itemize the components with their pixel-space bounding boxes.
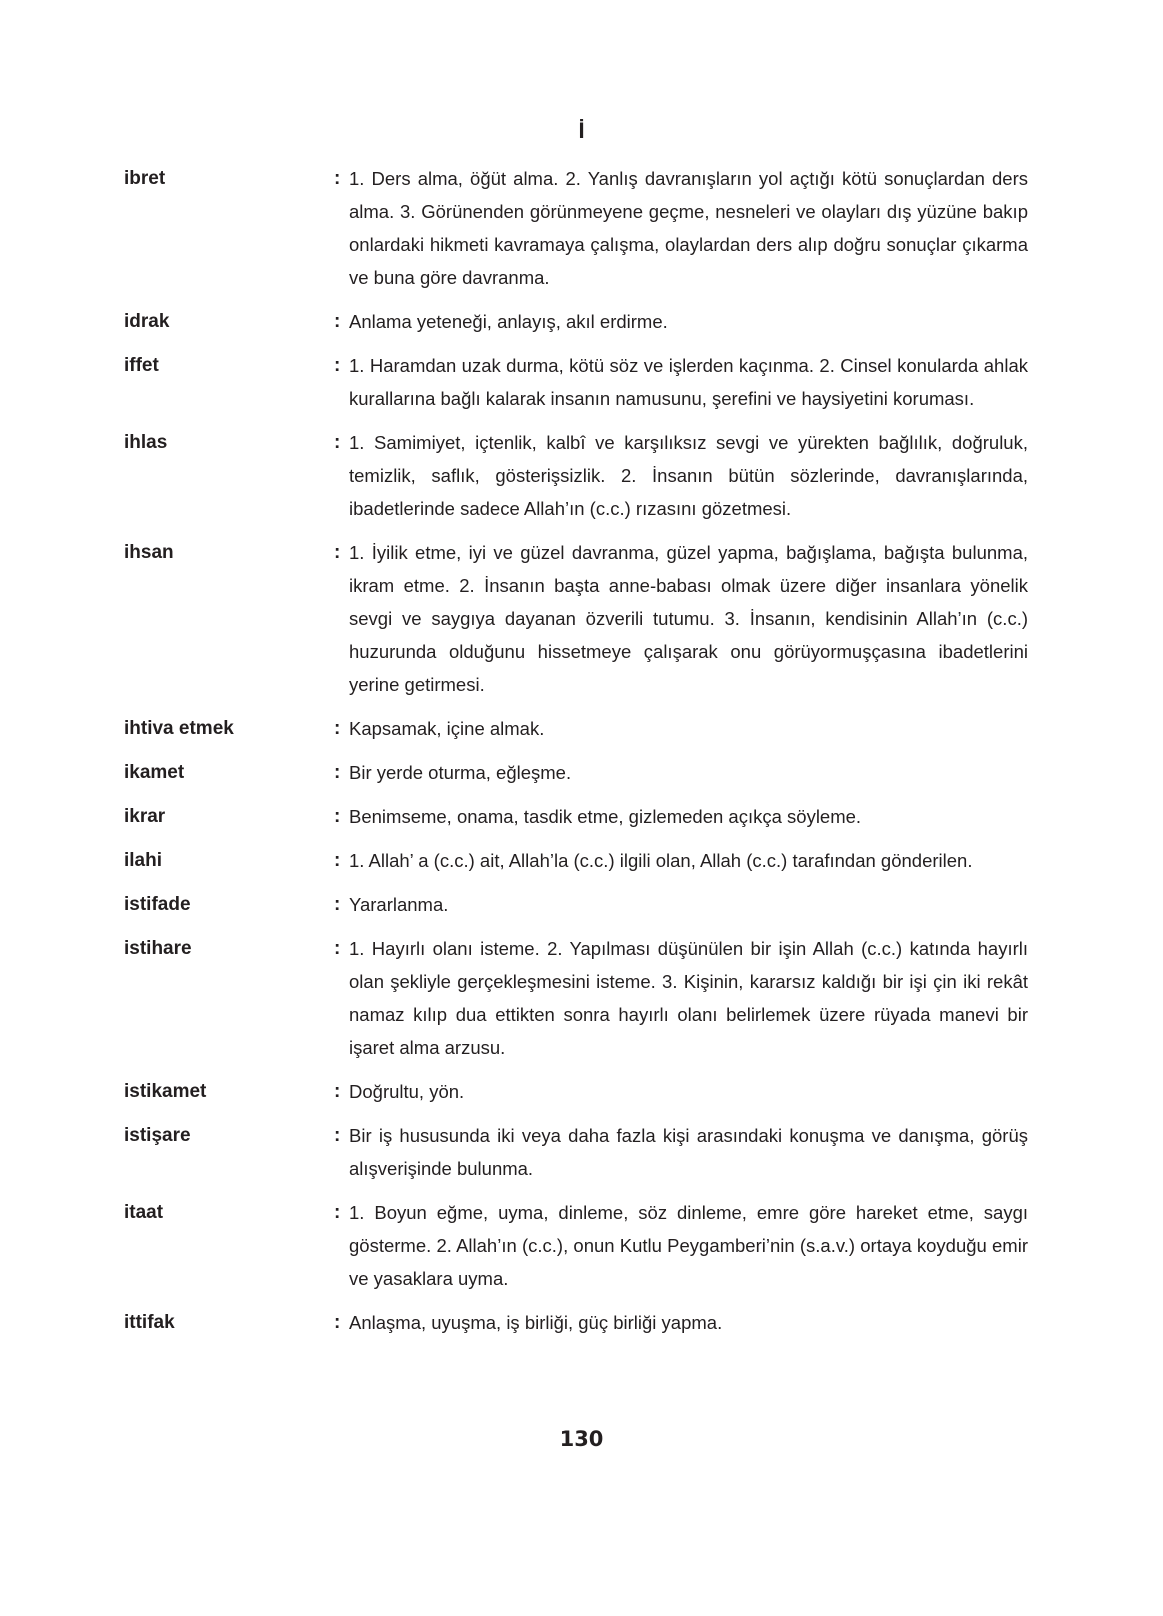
term-separator: : xyxy=(334,806,341,827)
term-separator: : xyxy=(334,311,341,332)
glossary-definition: Doğrultu, yön. xyxy=(349,1081,465,1102)
glossary-term: iffet xyxy=(124,355,159,376)
glossary-term: ilahi xyxy=(124,850,163,871)
glossary-definition: 1. Samimiyet, içtenlik, kalbî ve karşılıksız sevgi ve yürekten bağlılık, doğruluk, temizlik, saflık, gösterişsizlik. 2. İnsanın bütün sözlerinde, davranışlarında, ibadetlerinde sadece Allah’ın (c.c.) rızasını gözetmesi. xyxy=(349,432,1028,519)
section-letter-heading: İ xyxy=(578,118,585,143)
term-separator: : xyxy=(334,1081,341,1102)
glossary-list xyxy=(124,162,1028,1350)
glossary-entry xyxy=(124,1119,1028,1185)
glossary-term: ikrar xyxy=(124,806,166,827)
glossary-definition: 1. Ders alma, öğüt alma. 2. Yanlış davranışların yol açtığı kötü sonuçlardan ders alma. 3. Görünenden görünmeyene geçme, nesneleri ve olayları dış yüzüne bakıp onlardaki hikmeti kavramaya çalışma, olaylardan ders alıp doğru sonuçlar çıkarma ve buna göre davranma. xyxy=(349,168,1028,288)
glossary-term: ihtiva etmek xyxy=(124,718,234,739)
glossary-term: ihsan xyxy=(124,542,174,563)
glossary-entry xyxy=(124,536,1028,701)
glossary-definition: Bir yerde oturma, eğleşme. xyxy=(349,762,572,783)
glossary-entry xyxy=(124,844,1028,877)
glossary-definition: Kapsamak, içine almak. xyxy=(349,718,545,739)
glossary-entry xyxy=(124,888,1028,921)
term-separator: : xyxy=(334,1125,341,1146)
glossary-term: ittifak xyxy=(124,1312,175,1333)
glossary-term: itaat xyxy=(124,1202,164,1223)
glossary-term: idrak xyxy=(124,311,170,332)
glossary-definition: Anlaşma, uyuşma, iş birliği, güç birliği yapma. xyxy=(349,1312,723,1333)
glossary-term: istikamet xyxy=(124,1081,207,1102)
glossary-entry xyxy=(124,932,1028,1064)
glossary-entry xyxy=(124,162,1028,294)
term-separator: : xyxy=(334,355,341,376)
glossary-entry xyxy=(124,1196,1028,1295)
term-separator: : xyxy=(334,718,341,739)
term-separator: : xyxy=(334,542,341,563)
glossary-term: ikamet xyxy=(124,762,185,783)
glossary-term: istihare xyxy=(124,938,192,959)
glossary-entry xyxy=(124,426,1028,525)
term-separator: : xyxy=(334,1202,341,1223)
glossary-definition: Yararlanma. xyxy=(349,894,449,915)
glossary-definition: 1. Haramdan uzak durma, kötü söz ve işlerden kaçınma. 2. Cinsel konularda ahlak kurallarına bağlı kalarak insanın namusunu, şerefini ve haysiyetini koruması. xyxy=(349,355,1028,409)
term-separator: : xyxy=(334,894,341,915)
glossary-definition: Benimseme, onama, tasdik etme, gizlemeden açıkça söyleme. xyxy=(349,806,862,827)
glossary-entry xyxy=(124,305,1028,338)
term-separator: : xyxy=(334,1312,341,1333)
glossary-term: ibret xyxy=(124,168,166,189)
glossary-definition: 1. Allah’ a (c.c.) ait, Allah’la (c.c.) ilgili olan, Allah (c.c.) tarafından gönderilen. xyxy=(349,850,973,871)
term-separator: : xyxy=(334,938,341,959)
glossary-definition: Bir iş hususunda iki veya daha fazla kişi arasındaki konuşma ve danışma, görüş alışverişinde bulunma. xyxy=(349,1125,1028,1179)
term-separator: : xyxy=(334,168,341,189)
glossary-definition: 1. Hayırlı olanı isteme. 2. Yapılması düşünülen bir işin Allah (c.c.) katında hayırlı olan şekliyle gerçekleşmesini isteme. 3. Kişinin, kararsız kaldığı bir işi çin iki rekât namaz kılıp dua ettikten sonra hayırlı olanı belirlemek üzere rüyada manevi bir işaret alma arzusu. xyxy=(349,938,1028,1058)
glossary-entry xyxy=(124,1075,1028,1108)
page-number: 130 xyxy=(559,1427,604,1451)
glossary-entry xyxy=(124,1306,1028,1339)
glossary-term: ihlas xyxy=(124,432,168,453)
glossary-term: istişare xyxy=(124,1125,191,1146)
glossary-term: istifade xyxy=(124,894,191,915)
term-separator: : xyxy=(334,432,341,453)
glossary-entry xyxy=(124,800,1028,833)
glossary-entry xyxy=(124,756,1028,789)
glossary-entry xyxy=(124,712,1028,745)
glossary-entry xyxy=(124,349,1028,415)
glossary-definition: 1. Boyun eğme, uyma, dinleme, söz dinleme, emre göre hareket etme, saygı gösterme. 2. Allah’ın (c.c.), onun Kutlu Peygamberi’nin (s.a.v.) ortaya koyduğu emir ve yasaklara uyma. xyxy=(349,1202,1028,1289)
term-separator: : xyxy=(334,762,341,783)
glossary-definition: Anlama yeteneği, anlayış, akıl erdirme. xyxy=(349,311,668,332)
term-separator: : xyxy=(334,850,341,871)
glossary-definition: 1. İyilik etme, iyi ve güzel davranma, güzel yapma, bağışlama, bağışta bulunma, ikram etme. 2. İnsanın başta anne-babası olmak üzere diğer insanlara yönelik sevgi ve saygıya dayanan özverili tutumu. 3. İnsanın, kendisinin Allah’ın (c.c.) huzurunda olduğunu hissetmeye çalışarak onu görüyormuşçasına ibadetlerini yerine getirmesi. xyxy=(349,542,1028,695)
